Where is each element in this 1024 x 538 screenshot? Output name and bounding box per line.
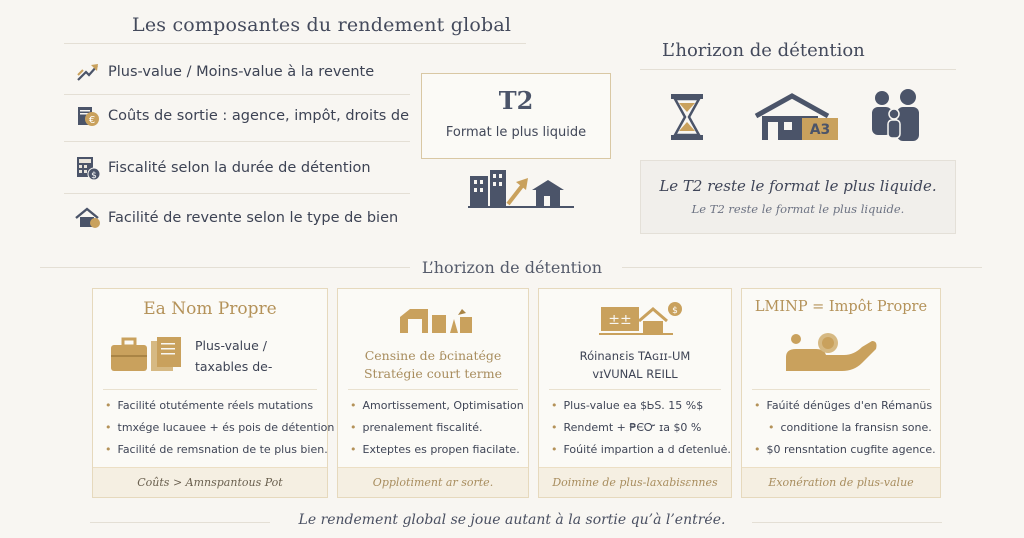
t2-title: T2 xyxy=(498,86,534,115)
hourglass-icon xyxy=(667,92,707,146)
card-divider xyxy=(549,389,721,390)
t2-subtitle: Format le plus liquide xyxy=(445,125,587,140)
quote-main: Le T2 reste le format le plus liquide. xyxy=(659,177,937,195)
svg-text:±±: ±± xyxy=(608,312,632,328)
card-subtitle-line: Censine de ɓcinatége xyxy=(364,348,502,363)
list-item: • conditione la fransisn sone. xyxy=(754,417,934,439)
component-item-plus-value xyxy=(74,60,374,84)
component-item-fiscalite xyxy=(74,156,371,180)
list-item: • prenalement fiscalité. xyxy=(350,417,522,439)
divider xyxy=(640,69,956,70)
calculator-house-icon xyxy=(599,301,689,341)
card-footer: Coûts > Amnspantous Pot xyxy=(93,467,327,497)
quote-sub: Le T2 reste le format le plus liquide. xyxy=(691,202,905,216)
list-item: • Faúité dénüges d'en Rémanüs xyxy=(754,395,934,417)
card-bullets xyxy=(754,395,934,461)
rising-arrow-icon xyxy=(74,60,102,84)
component-item-facilite-revente xyxy=(74,206,398,230)
card-rentabilite xyxy=(538,288,732,498)
card-subtitle-line: Stratégie court terme xyxy=(363,366,502,381)
house-for-sale-icon xyxy=(752,92,842,148)
component-label: Facilité de revente selon le type de bien xyxy=(108,210,399,226)
svg-text:A3: A3 xyxy=(809,122,831,138)
list-item: • Foúité impartion a d ɗetenluė. xyxy=(551,439,725,461)
list-item: • Amortissement, Optimisation xyxy=(350,395,522,417)
card-title: Ea Nom Propre xyxy=(143,299,277,319)
divider xyxy=(64,94,410,95)
euro-document-icon xyxy=(74,104,102,128)
component-label: Fiscalité selon la durée de détention xyxy=(108,160,371,176)
list-item: • Facilité de remsnation de te plus bien. xyxy=(105,439,321,461)
divider xyxy=(64,141,410,142)
card-title: LMINP = Impôt Propre xyxy=(754,299,928,315)
card-bullets xyxy=(350,395,522,461)
card-subtitle-line: taxables de- xyxy=(195,359,273,374)
card-subtitle-line: Plus-value / xyxy=(195,338,267,353)
card-footer: Opplotiment ar sorte. xyxy=(338,467,528,497)
briefcase-documents-icon xyxy=(109,335,185,379)
horizon-title: L’horizon de détention xyxy=(662,40,865,61)
t2-highlight-box xyxy=(421,73,611,159)
card-subtitle-line: Róinanɛis TAɢɪɪ-UM xyxy=(579,349,691,363)
card-divider xyxy=(103,389,317,390)
card-divider xyxy=(348,389,518,390)
liquidity-quote-box xyxy=(640,160,956,234)
divider-right xyxy=(622,267,982,268)
svg-text:€: € xyxy=(88,115,96,126)
card-subtitle-line: vɪVUNAL REILL xyxy=(592,367,678,381)
card-lmnp xyxy=(741,288,941,498)
tax-calculator-icon xyxy=(74,156,102,180)
divider xyxy=(64,43,526,44)
component-item-couts-sortie xyxy=(74,104,409,128)
middle-section-title: L’horizon de détention xyxy=(421,258,603,277)
svg-text:$: $ xyxy=(91,171,97,181)
card-divider xyxy=(752,389,930,390)
card-bullets xyxy=(105,395,335,461)
tools-icon xyxy=(398,303,478,341)
svg-text:$: $ xyxy=(672,306,678,316)
house-icon xyxy=(74,206,102,230)
component-label: Plus-value / Moins-value à la revente xyxy=(108,64,375,80)
bottom-quote: Le rendement global se joue autant à la sortie qu’à l’entrée. xyxy=(298,512,726,528)
section-title: Les composantes du rendement global xyxy=(132,14,512,36)
list-item: • Plus-value ea $ᏏS. 15 %$ xyxy=(551,395,725,417)
card-nom-propre xyxy=(92,288,335,498)
hand-money-icon xyxy=(782,327,882,377)
divider-right xyxy=(752,522,942,523)
card-court-terme xyxy=(337,288,529,498)
list-item: • Facilité otutémente réels mutations xyxy=(105,395,321,417)
list-item: • Rendemt + ₱ЄᏅ ɪa $0 % xyxy=(551,417,725,439)
card-footer: Exonération de plus-value xyxy=(742,467,940,497)
buildings-growth-icon xyxy=(466,166,578,214)
divider xyxy=(64,193,410,194)
list-item: • tmxége lucauee + és pois de détention xyxy=(105,417,321,439)
card-bullets xyxy=(551,395,731,461)
card-footer: Doimine de plus-laxabisɛnnes xyxy=(539,467,731,497)
list-item: • Exteptes es propen fiacilate. xyxy=(350,439,522,461)
list-item: • $0 rensntation cugfite agence. xyxy=(754,439,934,461)
component-label: Coûts de sortie : agence, impôt, droits de xyxy=(108,108,410,124)
family-icon xyxy=(864,88,928,148)
